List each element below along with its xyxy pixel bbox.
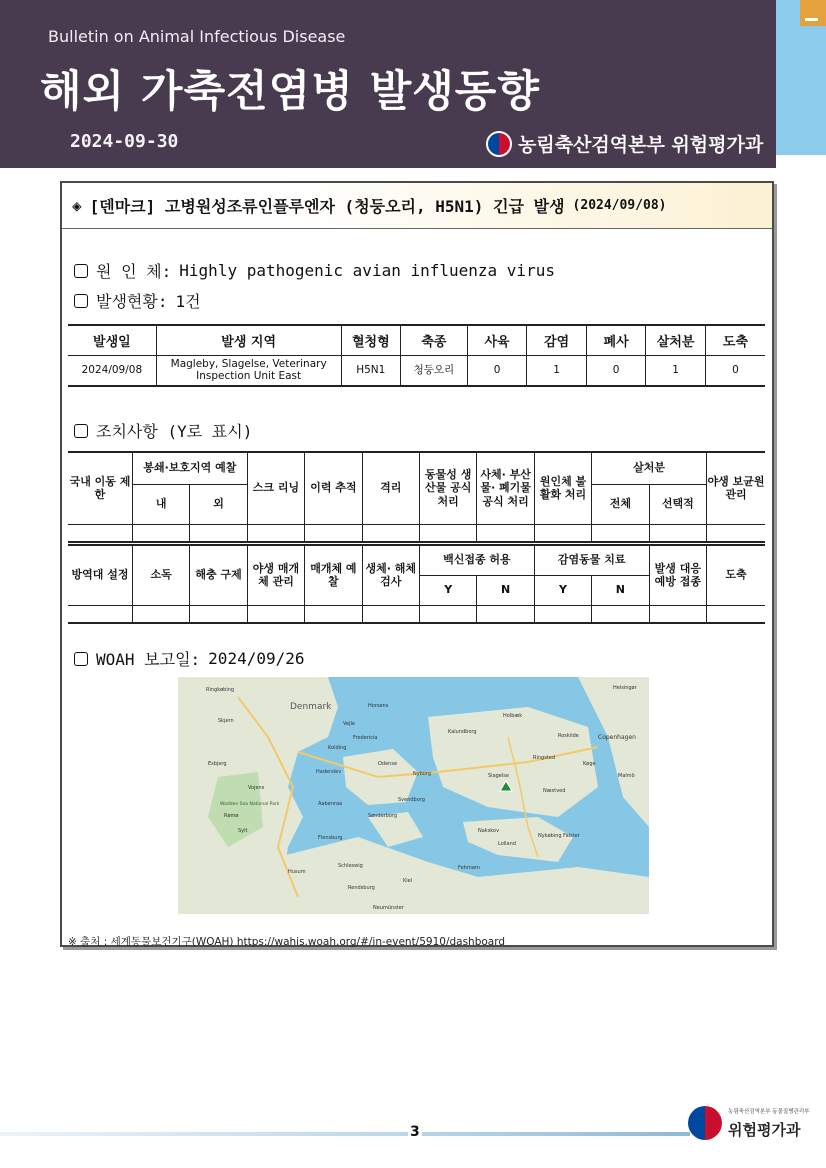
article-panel: [60, 181, 774, 947]
map-label: Rendsburg: [348, 885, 375, 891]
map-label: Svendborg: [398, 797, 425, 803]
table-cell: 청둥오리: [401, 355, 468, 386]
map-label: Haderslev: [316, 769, 342, 775]
status-line: [74, 289, 201, 312]
table-cell: 2024/09/08: [68, 355, 156, 386]
article-title-date: (2024/09/08): [572, 198, 667, 213]
map-label: Ringkøbing: [206, 687, 235, 693]
status-label: 발생현황:: [96, 292, 168, 311]
map-label: Fehmarn: [458, 865, 480, 871]
map-label: Roskilde: [558, 733, 579, 739]
map-label: Køge: [583, 761, 596, 767]
column-header: 도축: [705, 325, 765, 355]
map-label: Horsens: [368, 703, 389, 709]
map-label: Nakskov: [478, 828, 500, 834]
preventive-vaccination-header: 발생 대응 예방 접종: [649, 545, 706, 605]
table-cell: H5N1: [341, 355, 401, 386]
agent-line: [74, 259, 555, 282]
table-cell: 1: [527, 355, 587, 386]
table-row: [68, 524, 765, 542]
map-label: Flensburg: [318, 835, 343, 841]
wild-reservoir-header: 야생 보균원 관리: [707, 452, 765, 524]
culling-selective-header: 선택적: [649, 484, 706, 524]
footer-logo: [688, 1106, 809, 1140]
pest-control-header: 해충 구제: [190, 545, 247, 605]
treatment-yes-header: Y: [534, 575, 591, 605]
map-label: Neumünster: [373, 905, 404, 911]
trace-header: 이력 추적: [305, 452, 362, 524]
map-label: Odense: [378, 761, 398, 767]
checkbox-square-icon: [74, 652, 88, 666]
map-label: Kiel: [403, 878, 413, 884]
article-title: [덴마크] 고병원성조류인플루엔자 (청둥오리, H5N1) 긴급 발생: [89, 197, 565, 216]
column-header: 사육: [467, 325, 527, 355]
map-label: Lolland: [498, 841, 516, 847]
article-title-bar: [62, 183, 772, 229]
vaccination-header: 백신접종 허용: [419, 545, 534, 575]
column-header: 폐사: [586, 325, 646, 355]
zone-surveillance-header: 봉쇄·보호지역 예찰: [132, 452, 247, 484]
table-cell: 0: [586, 355, 646, 386]
org-name: 농림축산검역본부 위험평가과: [518, 134, 764, 156]
column-header: 살처분: [646, 325, 706, 355]
map-label: Aabenraa: [318, 801, 343, 807]
map-label: Ringsted: [533, 755, 556, 761]
treatment-header: 감염동물 치료: [534, 545, 649, 575]
slaughter-header: 도축: [707, 545, 765, 605]
carcass-test-header: 생체· 해체 검사: [362, 545, 419, 605]
map-label: Skjern: [218, 718, 234, 724]
map-label: Næstved: [543, 788, 566, 794]
checkbox-square-icon: [74, 264, 88, 278]
table-row: [68, 355, 765, 386]
status-value: 1건: [175, 292, 201, 311]
map-label: Vejle: [343, 721, 355, 727]
taegeuk-logo-icon: [486, 131, 512, 157]
map-label: Kalundborg: [448, 729, 477, 735]
culling-header: 살처분: [592, 452, 707, 484]
map-label: Sønderborg: [368, 813, 398, 819]
disinfection-header: 소독: [132, 545, 189, 605]
agent-value: Highly pathogenic avian influenza virus: [179, 261, 555, 280]
checkbox-square-icon: [74, 294, 88, 308]
carcass-disposal-header: 사체· 부산물· 폐기물 공식 처리: [477, 452, 534, 524]
zoning-header: 방역대 설정: [68, 545, 132, 605]
vaccination-yes-header: Y: [419, 575, 476, 605]
map-label: Esbjerg: [208, 761, 227, 767]
map-label: Copenhagen: [598, 734, 636, 741]
checkbox-square-icon: [74, 424, 88, 438]
map-label: Malmö: [618, 773, 635, 779]
vaccination-no-header: N: [477, 575, 534, 605]
column-header: 발생 지역: [156, 325, 341, 355]
domestic-restriction-header: 국내 이동 제한: [68, 452, 132, 524]
map-label: Wadden Sea National Park: [220, 802, 280, 807]
woah-label: WOAH 보고일:: [96, 650, 201, 669]
map-label: Nyborg: [413, 771, 432, 777]
culling-all-header: 전체: [592, 484, 649, 524]
map-label: Husum: [288, 869, 306, 875]
outbreak-map: [178, 677, 649, 914]
map-label: Fredericia: [353, 735, 378, 741]
column-header: 감염: [527, 325, 587, 355]
column-header: 발생일: [68, 325, 156, 355]
map-label: Holbæk: [503, 713, 523, 719]
footer-logo-org: 농림축산검역본부 동물질병관리부: [728, 1108, 810, 1115]
product-disposal-header: 동물성 생산물 공식 처리: [419, 452, 476, 524]
denmark-map-graphic: [178, 677, 649, 914]
publish-date: 2024-09-30: [70, 131, 179, 152]
page-number: 3: [410, 1124, 420, 1140]
woah-line: [74, 647, 305, 670]
zone-out-header: 외: [190, 484, 247, 524]
org-logo: [486, 130, 763, 157]
map-label: Sylt: [238, 828, 248, 834]
table-cell: 0: [467, 355, 527, 386]
table-header-row: [68, 325, 765, 355]
side-accent-line: [805, 8, 818, 21]
map-label: Vojens: [248, 785, 265, 791]
table-cell: Magleby, Slagelse, Veterinary Inspection Unit East: [156, 355, 341, 386]
pathogen-inactivation-header: 원인체 불활화 처리: [534, 452, 591, 524]
screening-header: 스크 리닝: [247, 452, 304, 524]
header-banner: [0, 0, 776, 168]
map-label: Rømø: [224, 813, 239, 819]
footer-line: [0, 1132, 690, 1136]
table-cell: 1: [646, 355, 706, 386]
page-title: 해외 가축전염병 발생동향: [40, 67, 540, 117]
wild-vector-header: 야생 매개체 관리: [247, 545, 304, 605]
column-header: 축종: [401, 325, 468, 355]
table-row: [68, 605, 765, 623]
map-label: Nykøbing Falster: [538, 833, 580, 839]
map-label: Kolding: [328, 745, 347, 751]
map-label: Schleswig: [338, 863, 363, 869]
taegeuk-logo-icon: [688, 1106, 722, 1140]
treatment-no-header: N: [592, 575, 649, 605]
outbreak-table: [68, 324, 765, 387]
diamond-bullet-icon: ◈: [72, 196, 82, 215]
agent-label: 원 인 체:: [96, 262, 172, 281]
header-subtitle: Bulletin on Animal Infectious Disease: [48, 27, 346, 46]
zone-in-header: 내: [132, 484, 189, 524]
measures-line: [74, 419, 252, 442]
measures-title: 조치사항 (Y로 표시): [96, 422, 253, 441]
map-label: Helsingør: [613, 685, 637, 691]
table-cell: 0: [705, 355, 765, 386]
quarantine-header: 격리: [362, 452, 419, 524]
map-label: Slagelse: [488, 773, 509, 779]
map-label-denmark: Denmark: [290, 702, 332, 712]
vector-surveillance-header: 매개체 예찰: [305, 545, 362, 605]
measures-table: [68, 451, 765, 624]
column-header: 혈청형: [341, 325, 401, 355]
woah-date: 2024/09/26: [208, 649, 305, 668]
footer-logo-dept: 위험평가과: [728, 1120, 801, 1139]
source-note: ※ 출처 : 세계동물보건기구(WOAH) https://wahis.woah.org/#/in-event/5910/dashboard: [68, 936, 506, 948]
